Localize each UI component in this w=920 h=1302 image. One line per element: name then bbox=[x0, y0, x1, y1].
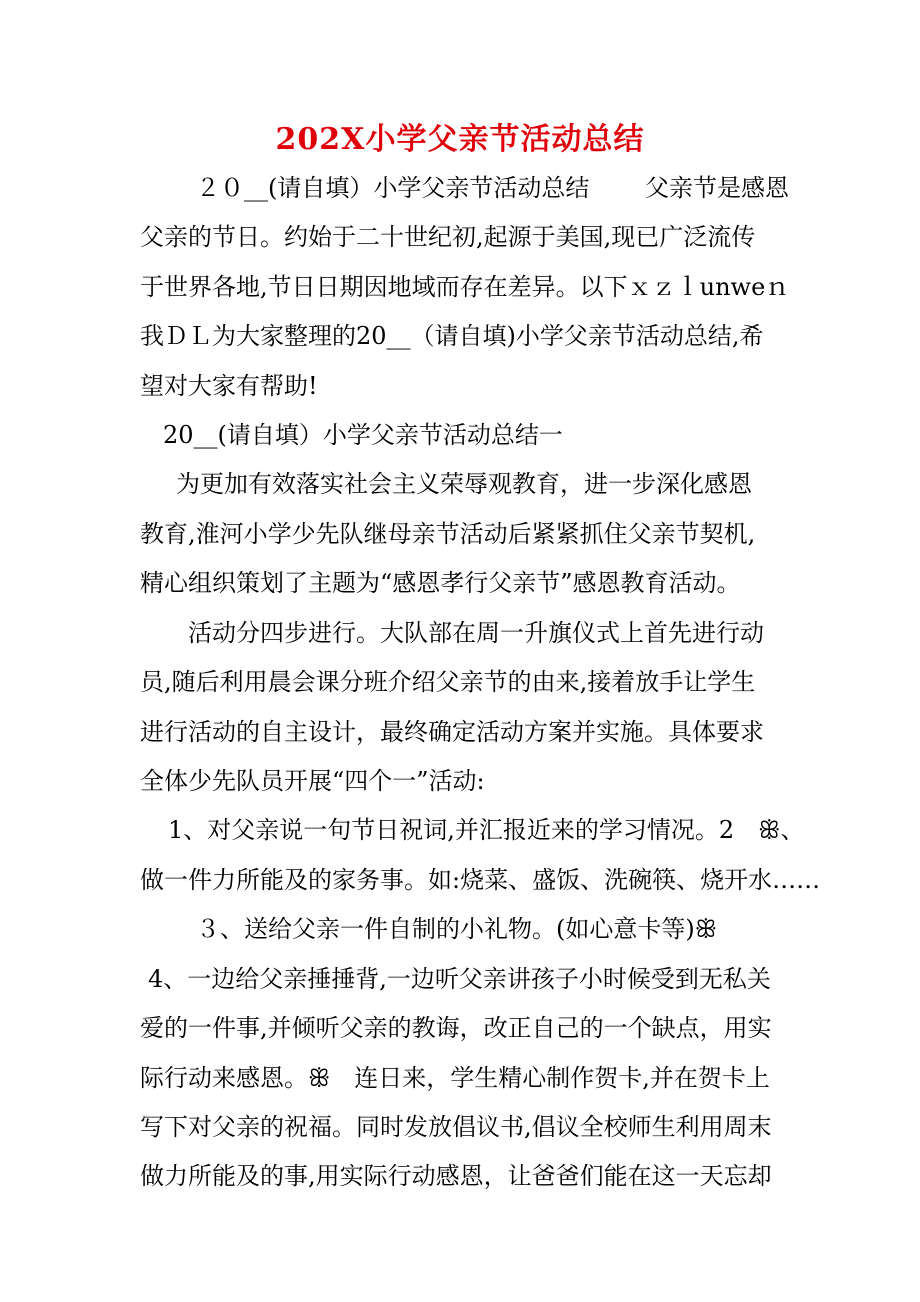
paragraph-line: 做力所能及的事,用实际行动感恩，让爸爸们能在这一天忘却 bbox=[140, 1162, 772, 1190]
paragraph-line: 写下对父亲的祝福。同时发放倡议书,倡议全校师生利用周末 bbox=[140, 1113, 772, 1141]
paragraph-line: 于世界各地,节日日期因地域而存在差异。以下ｘｚｌunweｎ bbox=[140, 273, 790, 301]
list-item: 1、对父亲说一句节日祝词,并汇报近来的学习情况。2 ꕥ、 bbox=[168, 816, 805, 844]
section-heading: 20__(请自填）小学父亲节活动总结一 bbox=[163, 421, 563, 449]
paragraph-line: 爱的一件事,并倾听父亲的教诲，改正自己的一个缺点，用实 bbox=[140, 1014, 772, 1042]
paragraph-line: 活动分四步进行。大队部在周一升旗仪式上首先进行动 bbox=[188, 619, 764, 647]
paragraph-line: 精心组织策划了主题为“感恩孝行父亲节”感恩教育活动。 bbox=[140, 569, 741, 597]
paragraph-line: 我ＤＬ为大家整理的20__（请自填)小学父亲节活动总结,希 bbox=[140, 322, 764, 350]
paragraph-line: 际行动来感恩。ꕥ 连日来，学生精心制作贺卡,并在贺卡上 bbox=[140, 1064, 770, 1092]
paragraph-line: 进行活动的自主设计，最终确定活动方案并实施。具体要求 bbox=[140, 718, 764, 746]
paragraph-line: 为更加有效落实社会主义荣辱观教育，进一步深化感恩 bbox=[176, 470, 752, 498]
list-item: 做一件力所能及的家务事。如:烧菜、盛饭、洗碗筷、烧开水…… bbox=[140, 866, 821, 894]
paragraph-line: 全体少先队员开展“四个一”活动: bbox=[140, 767, 485, 795]
paragraph-line: 员,随后利用晨会课分班介绍父亲节的由来,接着放手让学生 bbox=[140, 668, 756, 696]
paragraph-line: 父亲的节日。约始于二十世纪初,起源于美国,现已广泛流传 bbox=[140, 223, 756, 251]
document-title: 202X小学父亲节活动总结 bbox=[275, 122, 645, 157]
list-item: ３、送给父亲一件自制的小礼物。(如心意卡等)ꕥ bbox=[196, 915, 717, 943]
paragraph-line: ２０__(请自填）小学父亲节活动总结 父亲节是感恩 bbox=[196, 174, 789, 202]
paragraph-line: 教育,淮河小学少先队继母亲节活动后紧紧抓住父亲节契机, bbox=[140, 520, 756, 548]
list-item: 4、一边给父亲捶捶背,一边听父亲讲孩子小时候受到无私关 bbox=[148, 965, 771, 993]
paragraph-line: 望对大家有帮助! bbox=[140, 372, 318, 400]
